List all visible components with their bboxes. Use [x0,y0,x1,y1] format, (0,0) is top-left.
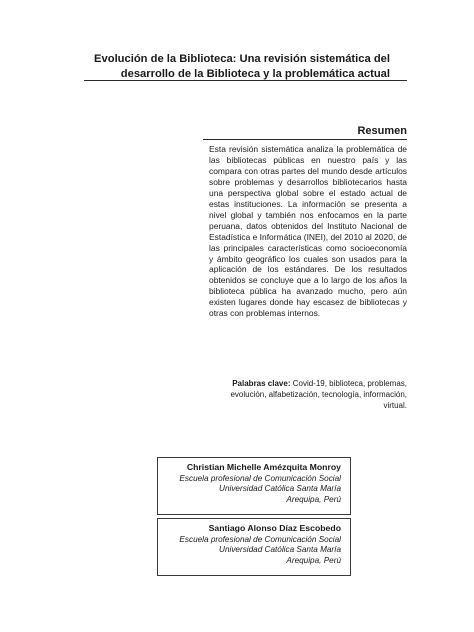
keywords-label: Palabras clave: [232,379,291,388]
author-card-1 [157,457,351,515]
author-school: Escuela profesional de Comunicación Social [179,473,341,483]
author-location: Arequipa, Perú [286,494,341,504]
author-name: Santiago Alonso Díaz Escobedo [208,523,341,533]
keywords-text: Covid-19, biblioteca, problemas, evolución, alfabetización, tecnología, información, virtual. [230,379,407,410]
keywords [209,378,407,411]
abstract-divider [203,139,407,140]
document-title [84,52,390,81]
title-divider [84,80,407,81]
abstract-heading: Resumen [357,125,407,137]
author-card-2 [157,518,351,576]
title-line-1: Evolución de la Biblioteca: Una revisión sistemática del [94,53,390,65]
author-location: Arequipa, Perú [286,555,341,565]
author-university: Universidad Católica Santa María [219,484,341,494]
title-line-2: desarrollo de la Biblioteca y la problemática actual [120,67,390,80]
author-university: Universidad Católica Santa María [219,545,341,555]
abstract-text: Esta revisión sistemática analiza la problemática de las bibliotecas públicas en nuestro país y las compara con otras partes del mundo desde artículos sobre problemas y desarrollos bibliotecarios hasta una perspectiva global sobre el estado actual de estas instituciones. La información se presenta a nivel global y también nos enfocamos en la parte peruana, datos obtenidos del Instituto Nacional de Estadística e Informática (INEI), del 2010 al 2020, de las principales características como socioeconomía y ámbito geográfico los cuales son usados para la aplicación de los estándares. De los resultados obtenidos se concluye que a lo largo de los años la biblioteca pública ha avanzado mucho, pero aún existen lugares donde hay escasez de bibliotecas y otras con problemas internos. [209,144,407,319]
author-name: Christian Michelle Amézquita Monroy [186,462,341,472]
author-school: Escuela profesional de Comunicación Social [179,534,341,544]
